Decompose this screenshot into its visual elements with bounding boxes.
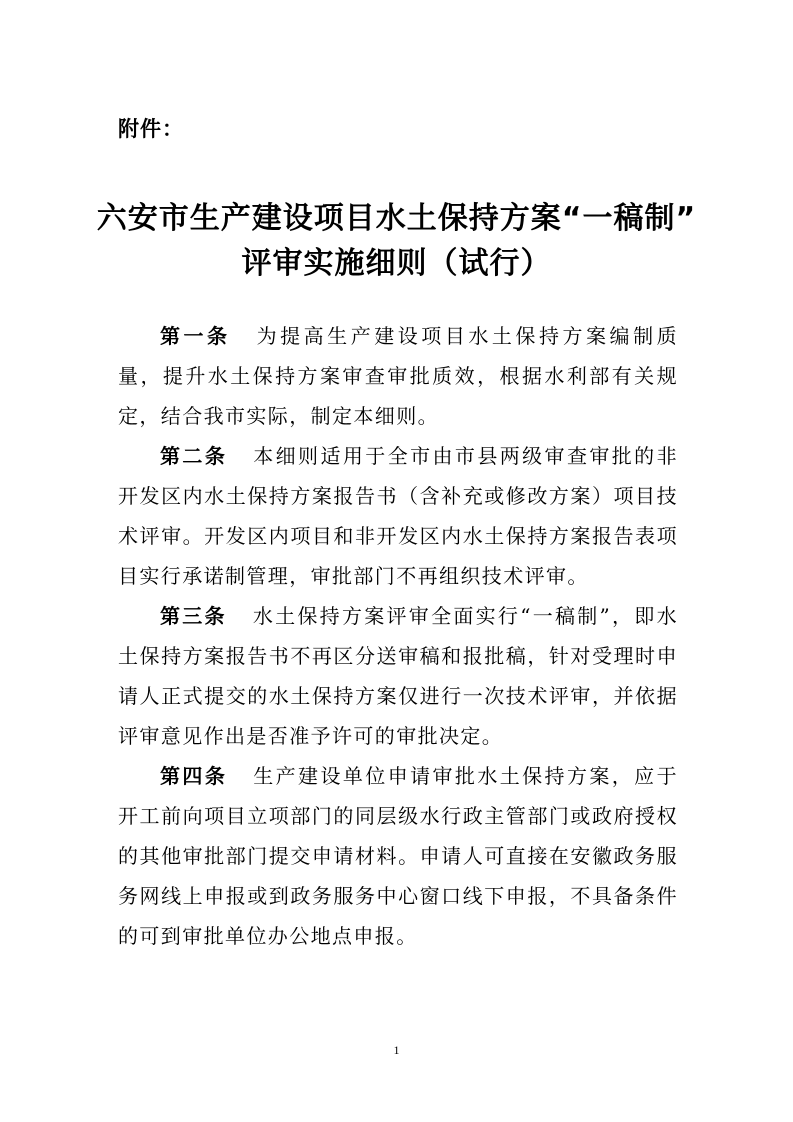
document-title-line-2: 评审实施细则（试行） bbox=[241, 246, 552, 281]
article-1-text: 为提高生产建设项目水土保持方案编制质量，提升水土保持方案审查审批质效，根据水利部有关规定，结合我市实际，制定本细则。 bbox=[118, 324, 678, 428]
article-3-label: 第三条 bbox=[160, 604, 227, 628]
article-2-label: 第二条 bbox=[160, 444, 228, 468]
article-1 bbox=[118, 316, 678, 436]
article-2 bbox=[118, 436, 678, 596]
article-1-label: 第一条 bbox=[160, 324, 231, 348]
article-4 bbox=[118, 756, 678, 956]
article-3 bbox=[118, 596, 678, 756]
page-number: 1 bbox=[393, 1043, 400, 1057]
article-4-text: 生产建设单位申请审批水土保持方案，应于开工前向项目立项部门的同层级水行政主管部门或政府授权的其他审批部门提交申请材料。申请人可直接在安徽政务服务网线上申报或到政务服务中心窗口线下申报，不具备条件的可到审批单位办公地点申报。 bbox=[118, 764, 678, 948]
article-4-label: 第四条 bbox=[160, 764, 228, 788]
attachment-label: 附件： bbox=[118, 117, 184, 141]
article-2-text: 本细则适用于全市由市县两级审查审批的非开发区内水土保持方案报告书（含补充或修改方案）项目技术评审。开发区内项目和非开发区内水土保持方案报告表项目实行承诺制管理，审批部门不再组织技术评审。 bbox=[118, 444, 678, 588]
document-title-line-1: 六安市生产建设项目水土保持方案“一稿制” bbox=[96, 201, 697, 236]
article-3-text: 水土保持方案评审全面实行“一稿制”，即水土保持方案报告书不再区分送审稿和报批稿，针对受理时申请人正式提交的水土保持方案仅进行一次技术评审，并依据评审意见作出是否准予许可的审批决定。 bbox=[118, 604, 678, 748]
